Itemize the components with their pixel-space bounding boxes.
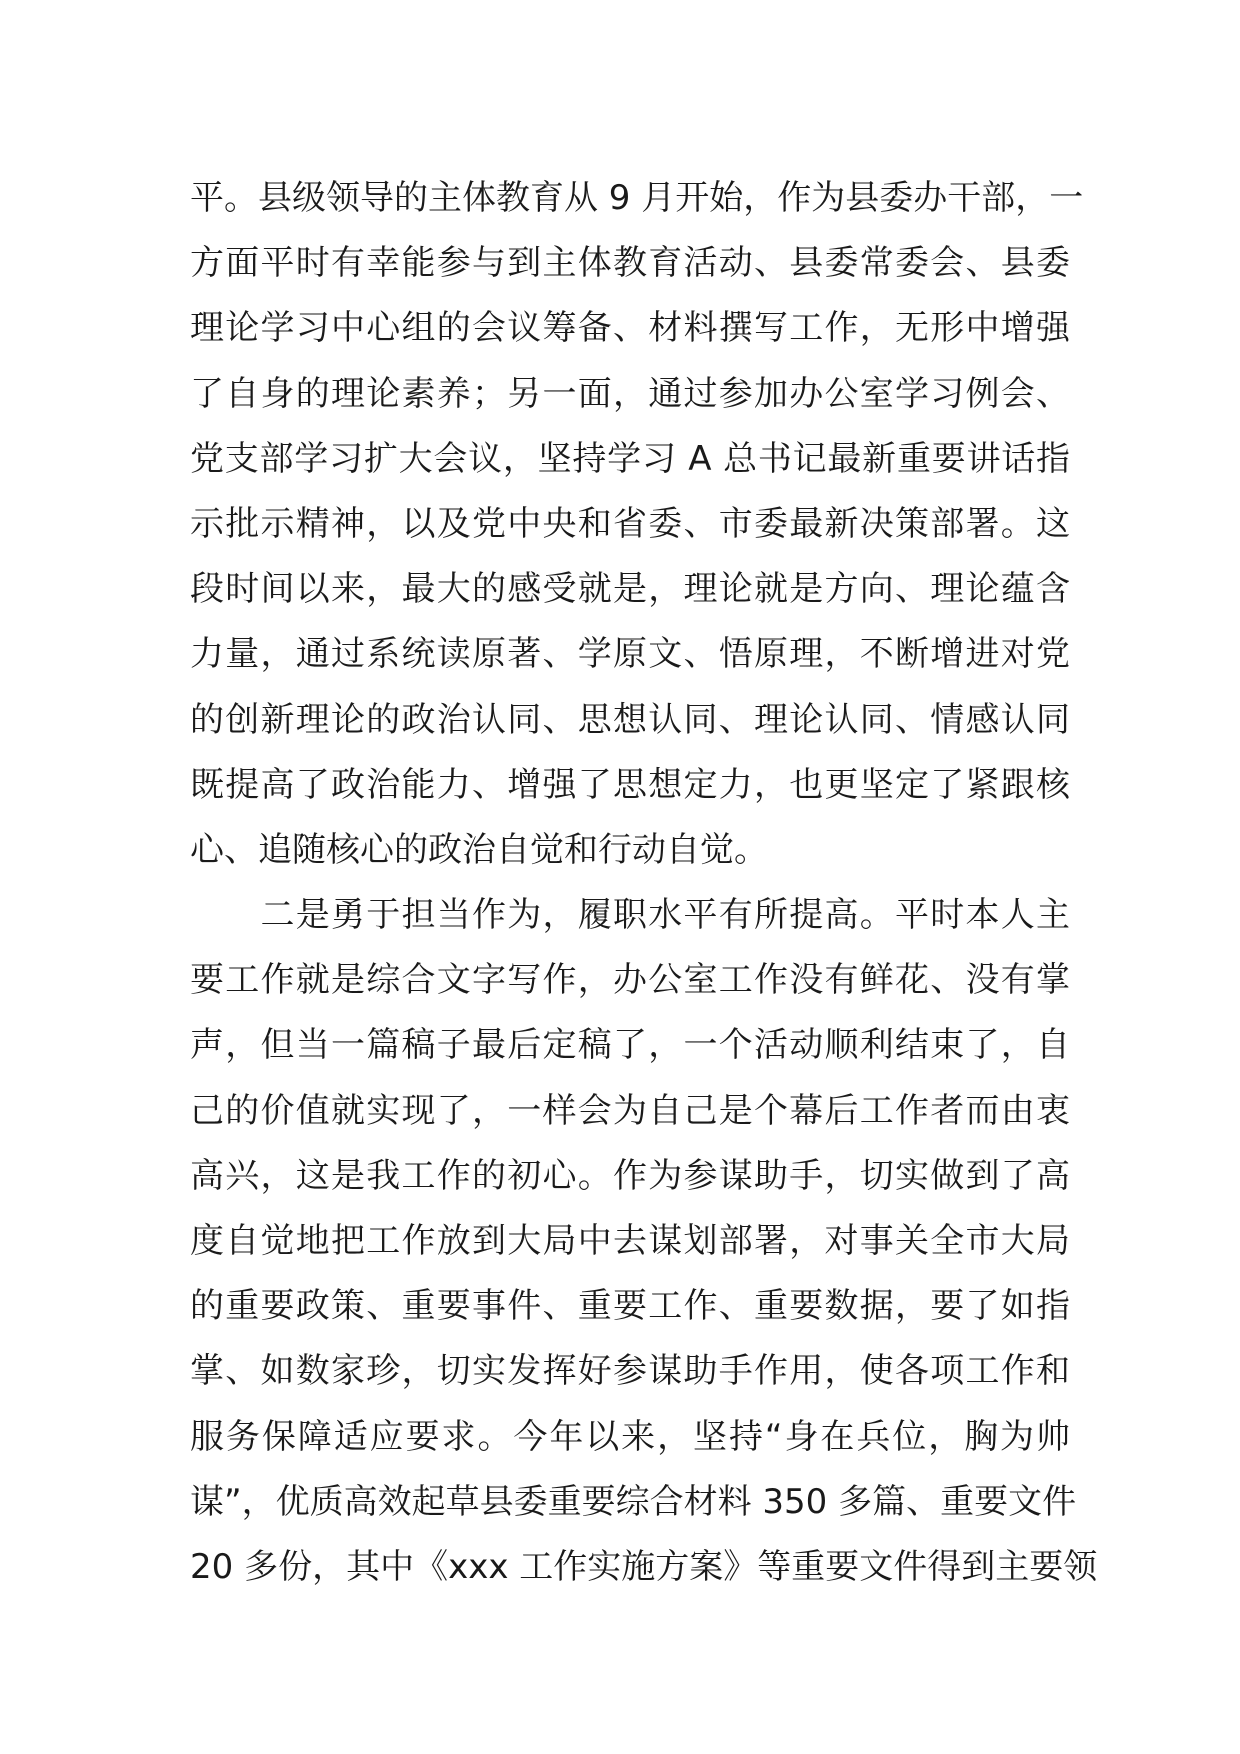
text-line: 度自觉地把工作放到大局中去谋划部署，对事关全市大局: [190, 1221, 1070, 1261]
text-line: 方面平时有幸能参与到主体教育活动、县委常委会、县委: [190, 243, 1070, 284]
text-line: 服务保障适应要求。今年以来，坚持“身在兵位，胸为帅: [190, 1416, 1070, 1457]
text-line: 的创新理论的政治认同、思想认同、理论认同、情感认同: [190, 699, 1070, 740]
text-line: 的重要政策、重要事件、重要工作、重要数据，要了如指: [190, 1286, 1070, 1327]
text-line: 声，但当一篇稿子最后定稿了，一个活动顺利结束了，自: [190, 1025, 1070, 1066]
text-line: 党支部学习扩大会议，坚持学习 A 总书记最新重要讲话指: [190, 438, 1070, 479]
text-line: 要工作就是综合文字写作，办公室工作没有鲜花、没有掌: [190, 960, 1070, 1001]
text-line: 高兴，这是我工作的初心。作为参谋助手，切实做到了高: [190, 1155, 1070, 1196]
text-line: 己的价值就实现了，一样会为自己是个幕后工作者而由衷: [190, 1090, 1070, 1131]
text-line: 示批示精神，以及党中央和省委、市委最新决策部署。这: [190, 503, 1070, 544]
text-line: 心、追随核心的政治自觉和行动自觉。: [190, 829, 768, 870]
text-line: 理论学习中心组的会议筹备、材料撰写工作，无形中增强: [190, 308, 1070, 349]
text-line: 力量，通过系统读原著、学原文、悟原理，不断增进对党: [190, 634, 1070, 675]
text-line: 平。县级领导的主体教育从 9 月开始，作为县委办干部，一: [190, 178, 1084, 218]
text-line: 段时间以来，最大的感受就是，理论就是方向、理论蕴含: [190, 569, 1070, 610]
body-text: [190, 166, 1098, 1600]
text-line: 既提高了政治能力、增强了思想定力，也更坚定了紧跟核: [190, 764, 1070, 805]
text-line: 掌、如数家珍，切实发挥好参谋助手作用，使各项工作和: [190, 1351, 1070, 1392]
text-line: 了自身的理论素养；另一面，通过参加办公室学习例会、: [190, 373, 1070, 414]
text-line: 二是勇于担当作为，履职水平有所提高。平时本人主: [190, 895, 1070, 936]
text-line: 20 多份，其中《xxx 工作实施方案》等重要文件得到主要领: [190, 1546, 1098, 1587]
text-line: 谋”，优质高效起草县委重要综合材料 350 多篇、重要文件: [190, 1481, 1077, 1522]
